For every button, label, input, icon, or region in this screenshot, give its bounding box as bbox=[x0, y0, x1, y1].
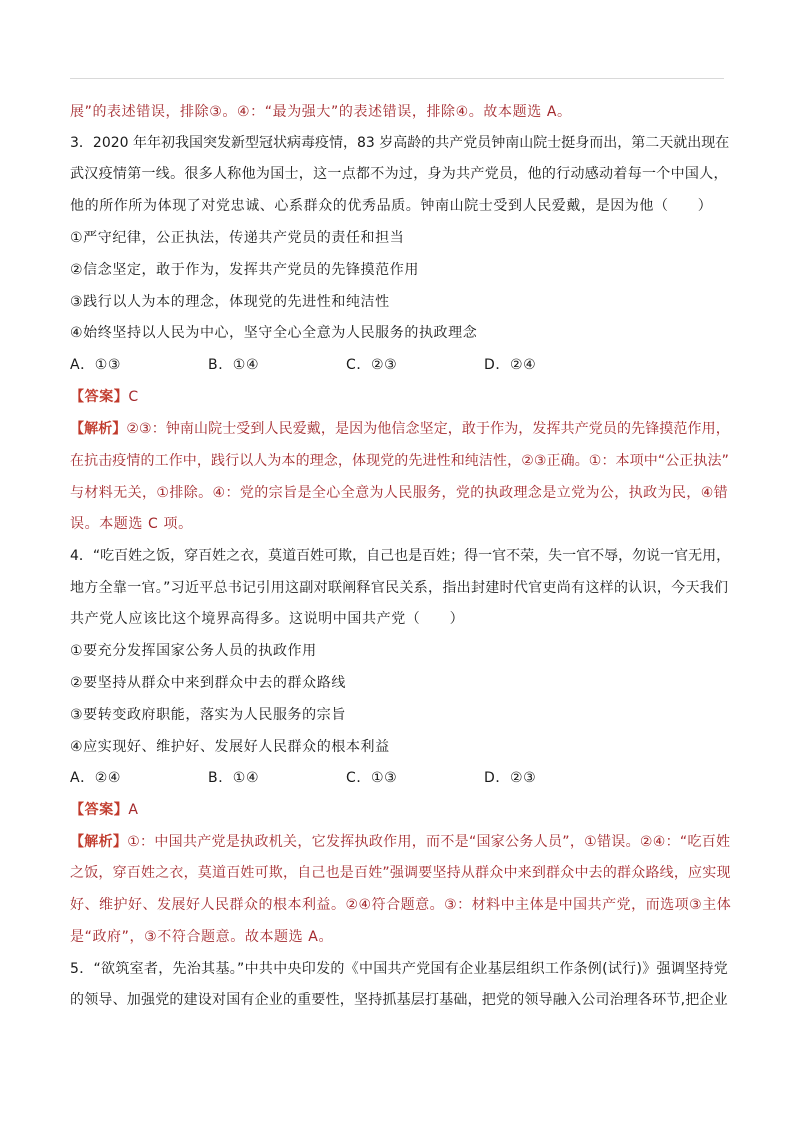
q4-analysis-text: ①：中国共产党是执政机关，它发挥执政作用，而不是“国家公务人员”，①错误。②④：“吃百姓 bbox=[127, 834, 731, 850]
q5-stem-line: 5．“欲筑室者，先治其基。”中共中央印发的《中国共产党国有企业基层组织工作条例(试行)》强调坚持党 bbox=[70, 961, 729, 977]
q3-answer bbox=[70, 386, 730, 408]
answer-label: 【答案】 bbox=[70, 802, 129, 818]
q3-item: ①严守纪律，公正执法，传递共产党员的责任和担当 bbox=[70, 230, 405, 246]
q5-stem-line: 的领导、加强党的建设对国有企业的重要性，坚持抓基层打基础，把党的领导融入公司治理各环节,把企业 bbox=[70, 992, 728, 1008]
q3-option-c: C．②③ bbox=[346, 357, 398, 373]
q4-answer-value: A bbox=[128, 802, 139, 818]
q4-answer bbox=[70, 799, 730, 821]
q4-analysis-line: 是“政府”，③不符合题意。故本题选 A。 bbox=[70, 929, 334, 945]
q4-analysis-line bbox=[70, 831, 730, 853]
q4-analysis-line: 之饭，穿百姓之衣，莫道百姓可欺，自己也是百姓”强调要坚持从群众中来到群众中去的群众路线，应实现 bbox=[70, 865, 731, 881]
prev-analysis-end: 展”的表述错误，排除③。④：“最为强大”的表述错误，排除④。故本题选 A。 bbox=[70, 104, 572, 120]
q3-analysis-line: 与材料无关，①排除。④：党的宗旨是全心全意为人民服务，党的执政理念是立党为公，执政为民，④错 bbox=[70, 485, 729, 501]
q3-option-b: B．①④ bbox=[208, 357, 260, 373]
q3-analysis-line: 在抗击疫情的工作中，践行以人为本的理念，体现党的先进性和纯洁性，②③正确。①：本项中“公正执法” bbox=[70, 453, 729, 469]
q3-item: ③践行以人为本的理念，体现党的先进性和纯洁性 bbox=[70, 294, 390, 310]
q3-stem-line: 3．2020 年年初我国突发新型冠状病毒疫情，83 岁高龄的共产党员钟南山院士挺身而出，第二天就出现在 bbox=[70, 135, 730, 151]
q3-stem-line: 他的所作所为体现了对党忠诚、心系群众的优秀品质。钟南山院士受到人民爱戴，是因为他（ ） bbox=[70, 198, 713, 214]
q3-analysis-text: ②③：钟南山院士受到人民爱戴，是因为他信念坚定，敢于作为，发挥共产党员的先锋摸范作用， bbox=[126, 421, 730, 437]
q4-stem-line: 共产党人应该比这个境界高得多。这说明中国共产党（ ） bbox=[70, 611, 465, 627]
q4-option-b: B．①④ bbox=[208, 770, 260, 786]
q4-option-c: C．①③ bbox=[346, 770, 398, 786]
q4-item: ④应实现好、维护好、发展好人民群众的根本利益 bbox=[70, 739, 390, 755]
q3-analysis-line: 误。本题选 C 项。 bbox=[70, 516, 193, 532]
answer-label: 【答案】 bbox=[70, 389, 129, 405]
q3-analysis-line bbox=[70, 418, 730, 440]
q4-option-a: A．②④ bbox=[70, 770, 122, 786]
q3-item: ④始终坚持以人民为中心，坚守全心全意为人民服务的执政理念 bbox=[70, 325, 478, 341]
q3-stem-line: 武汉疫情第一线。很多人称他为国士，这一点都不为过，身为共产党员，他的行动感动着每一个中国人， bbox=[70, 166, 728, 182]
q3-answer-value: C bbox=[128, 389, 139, 405]
q3-option-d: D．②④ bbox=[484, 357, 537, 373]
q3-option-a: A．①③ bbox=[70, 357, 122, 373]
header-rule bbox=[70, 78, 724, 79]
q3-item: ②信念坚定，敢于作为，发挥共产党员的先锋摸范作用 bbox=[70, 262, 419, 278]
q4-item: ①要充分发挥国家公务人员的执政作用 bbox=[70, 643, 317, 659]
q4-options bbox=[70, 767, 730, 789]
analysis-label: 【解析】 bbox=[70, 421, 127, 437]
analysis-label: 【解析】 bbox=[70, 834, 128, 850]
q4-stem-line: 地方全靠一官。”习近平总书记引用这副对联阐释官民关系，指出封建时代官吏尚有这样的认识，今天我们 bbox=[70, 580, 729, 596]
q4-option-d: D．②③ bbox=[484, 770, 537, 786]
q4-stem-line: 4．“吃百姓之饭，穿百姓之衣，莫道百姓可欺，自己也是百姓；得一官不荣，失一官不辱，勿说一官无用， bbox=[70, 548, 731, 564]
q4-analysis-line: 好、维护好、发展好人民群众的根本利益。②④符合题意。③：材料中主体是中国共产党，而选项③主体 bbox=[70, 897, 732, 913]
q3-options bbox=[70, 354, 730, 376]
q4-item: ③要转变政府职能，落实为人民服务的宗旨 bbox=[70, 707, 346, 723]
q4-item: ②要坚持从群众中来到群众中去的群众路线 bbox=[70, 675, 346, 691]
